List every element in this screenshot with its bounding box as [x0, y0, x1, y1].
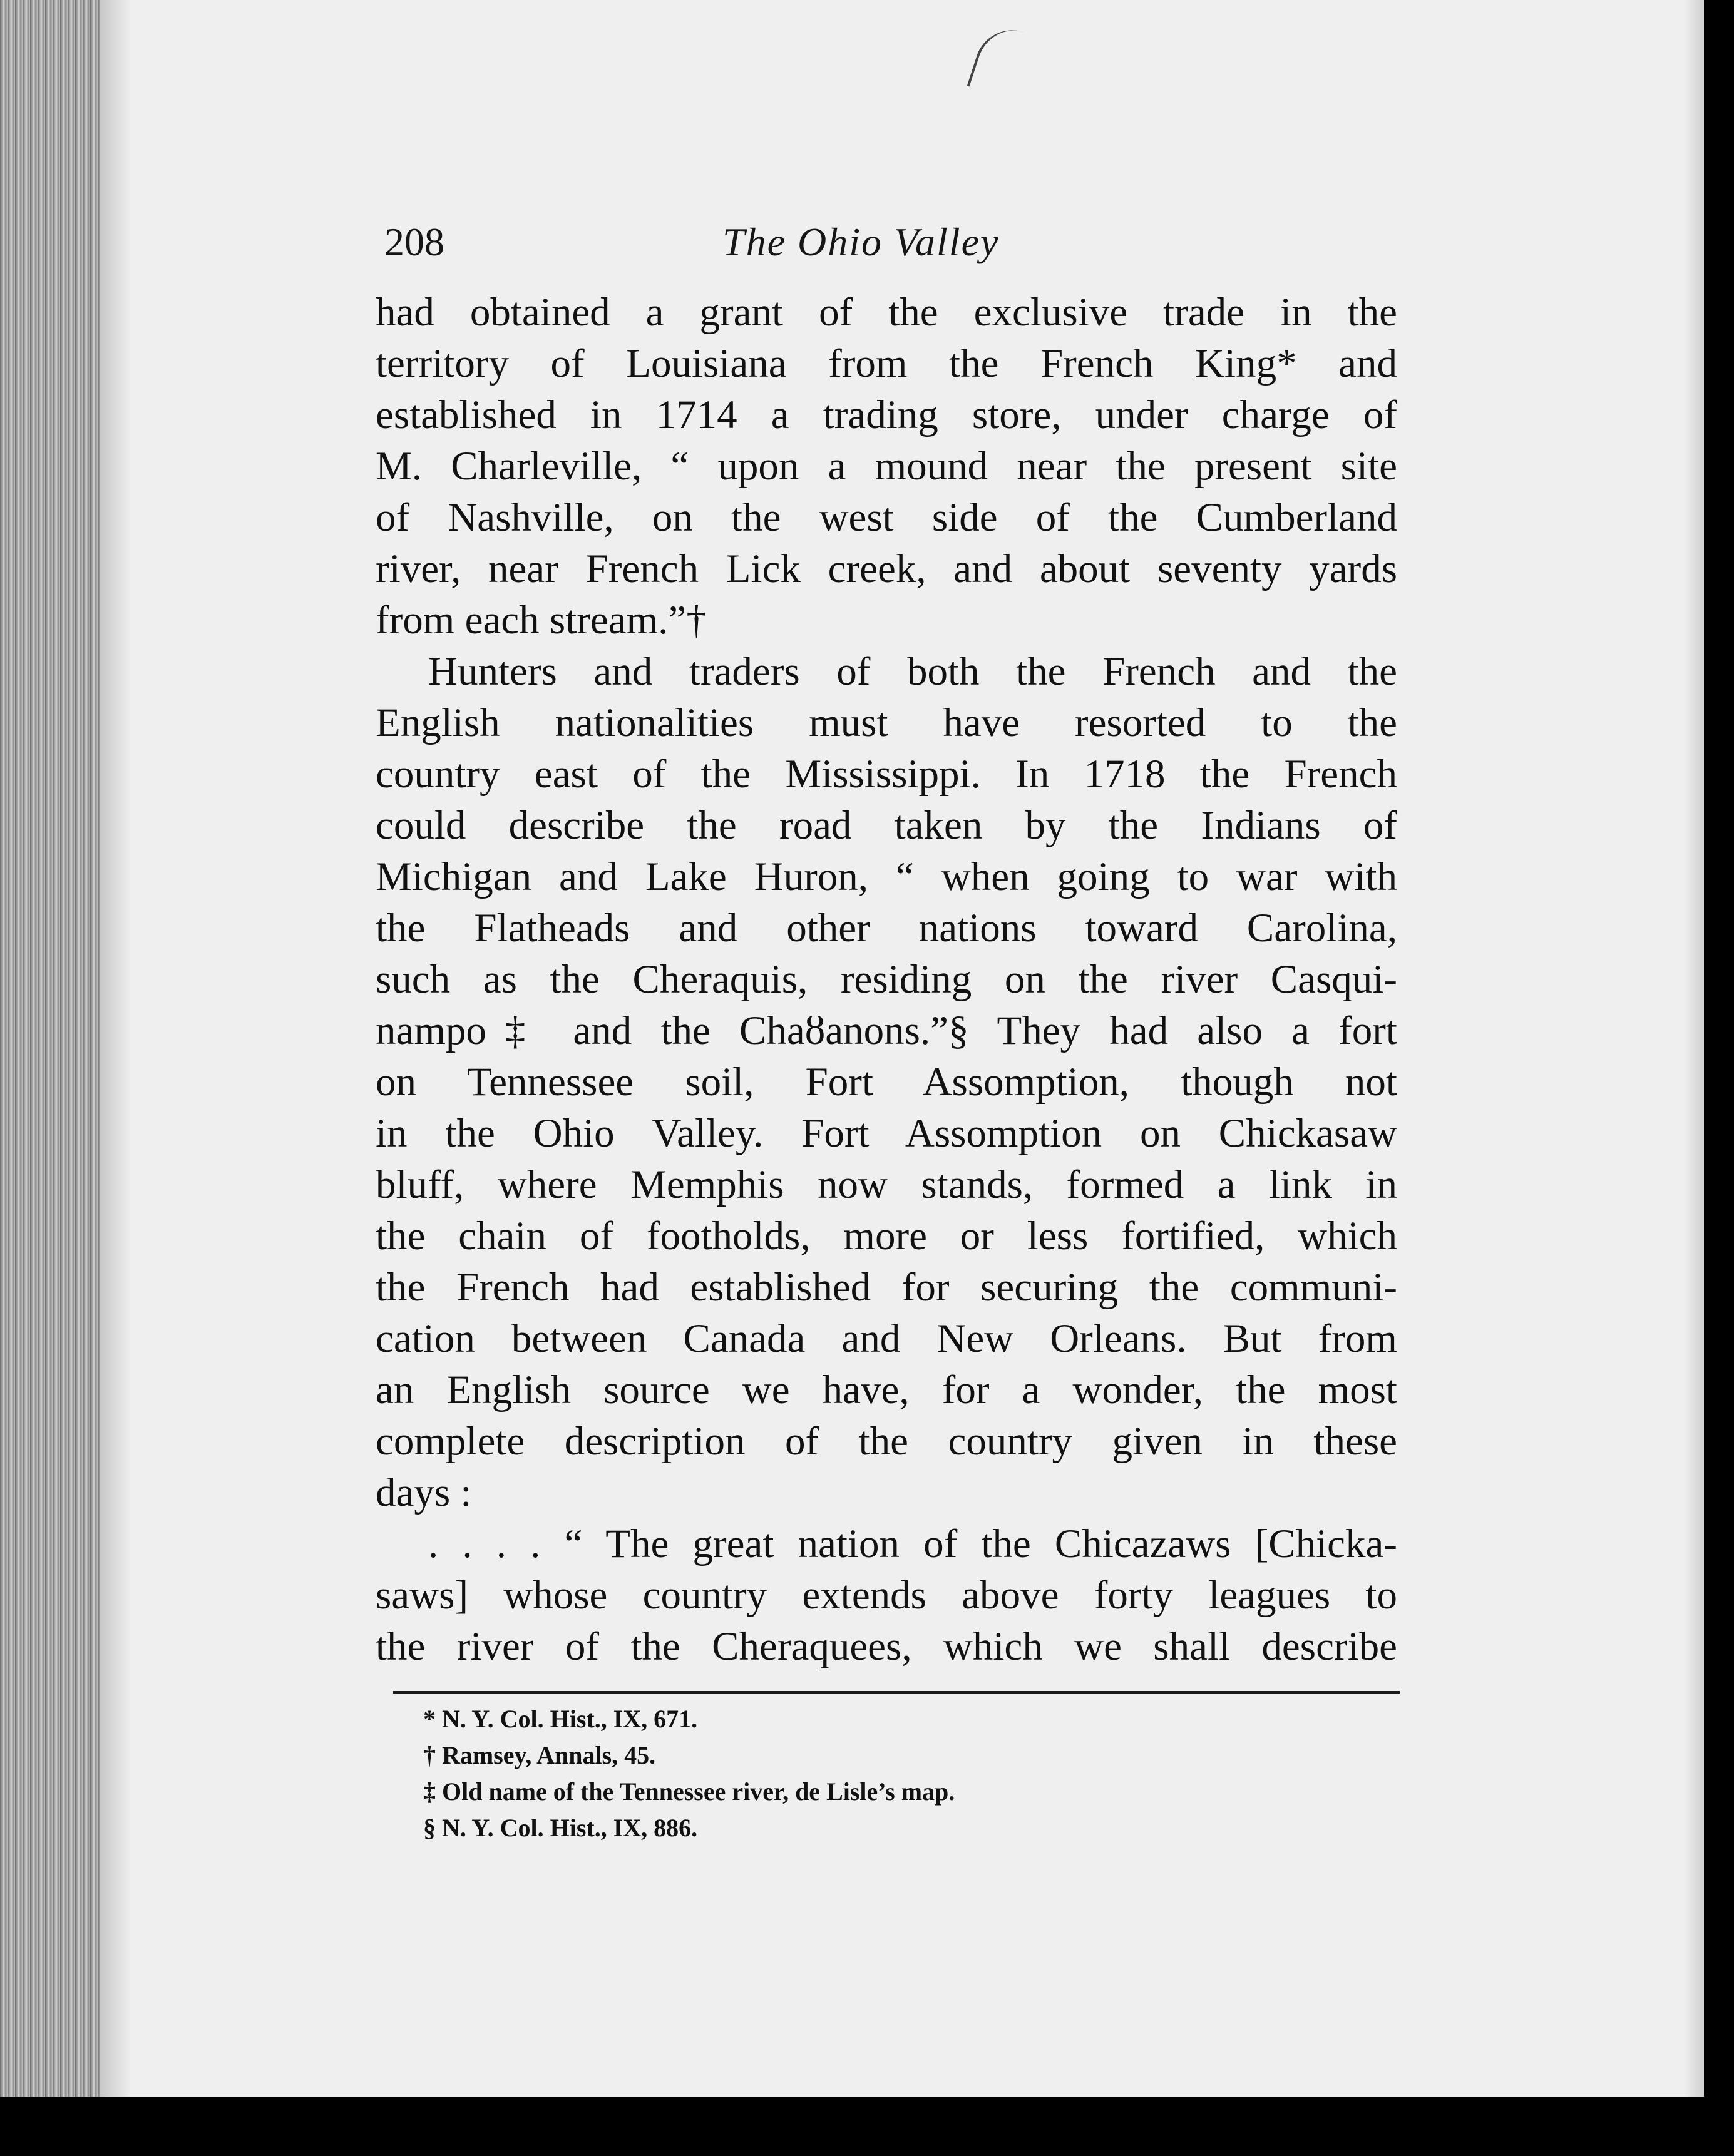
text-line: the French had established for securing the communi- — [376, 1265, 1397, 1310]
text-line: complete description of the country given in these — [376, 1419, 1397, 1464]
footnote: * N. Y. Col. Hist., IX, 671. — [423, 1705, 698, 1733]
text-line: the river of the Cheraquees, which we shall describe — [376, 1624, 1397, 1669]
text-line: the Flatheads and other nations toward Carolina, — [376, 906, 1397, 951]
text-line: days : — [376, 1470, 472, 1515]
text-line: saws] whose country extends above forty leagues to — [376, 1573, 1397, 1618]
footnote-rule — [393, 1691, 1400, 1694]
text-line: river, near French Lick creek, and about seventy yards — [376, 546, 1397, 591]
text-line: had obtained a grant of the exclusive trade in the — [376, 290, 1397, 335]
gutter-shadow — [100, 0, 131, 2097]
footnote: § N. Y. Col. Hist., IX, 886. — [423, 1814, 698, 1842]
text-line: in the Ohio Valley. Fort Assomption on Chickasaw — [376, 1111, 1397, 1156]
footnotes — [423, 1701, 1400, 1846]
right-page-edge — [1684, 0, 1704, 2097]
text-line: nampo‡ and the Chaȣanons.”§ They had also a fort — [376, 1008, 1397, 1053]
page-edges — [0, 0, 100, 2097]
text-line: could describe the road taken by the Indians of — [376, 803, 1397, 848]
text-line: cation between Canada and New Orleans. But from — [376, 1316, 1397, 1361]
text-line: established in 1714 a trading store, under charge of — [376, 392, 1397, 437]
footnote: ‡ Old name of the Tennessee river, de Lisle’s map. — [423, 1777, 955, 1806]
text-line: on Tennessee soil, Fort Assomption, though not — [376, 1060, 1397, 1105]
footnote: † Ramsey, Annals, 45. — [423, 1741, 656, 1769]
text-line: Hunters and traders of both the French and the — [428, 649, 1397, 694]
text-line: M. Charleville, “ upon a mound near the present site — [376, 444, 1397, 489]
text-line: country east of the Mississippi. In 1718 the French — [376, 752, 1397, 797]
text-line: an English source we have, for a wonder, the most — [376, 1367, 1397, 1413]
running-title: The Ohio Valley — [722, 220, 1000, 264]
page-number: 208 — [384, 220, 444, 264]
scan-border — [1704, 0, 1734, 2156]
text-line: from each stream.”† — [376, 598, 707, 643]
text-line: Michigan and Lake Huron, “ when going to war with — [376, 854, 1397, 899]
page-header — [384, 214, 1398, 270]
text-line: . . . . “ The great nation of the Chicazaws [Chicka- — [428, 1521, 1397, 1566]
text-line: of Nashville, on the west side of the Cumberland — [376, 495, 1397, 540]
text-line: such as the Cheraquis, residing on the river Casqui- — [376, 957, 1397, 1002]
text-line: territory of Louisiana from the French King* and — [376, 341, 1397, 386]
text-line: bluff, where Memphis now stands, formed a link in — [376, 1162, 1397, 1207]
text-line: the chain of footholds, more or less fortified, which — [376, 1213, 1397, 1259]
scan-mark — [967, 21, 1027, 98]
text-line: English nationalities must have resorted to the — [376, 700, 1397, 745]
body-text — [376, 287, 1397, 1672]
